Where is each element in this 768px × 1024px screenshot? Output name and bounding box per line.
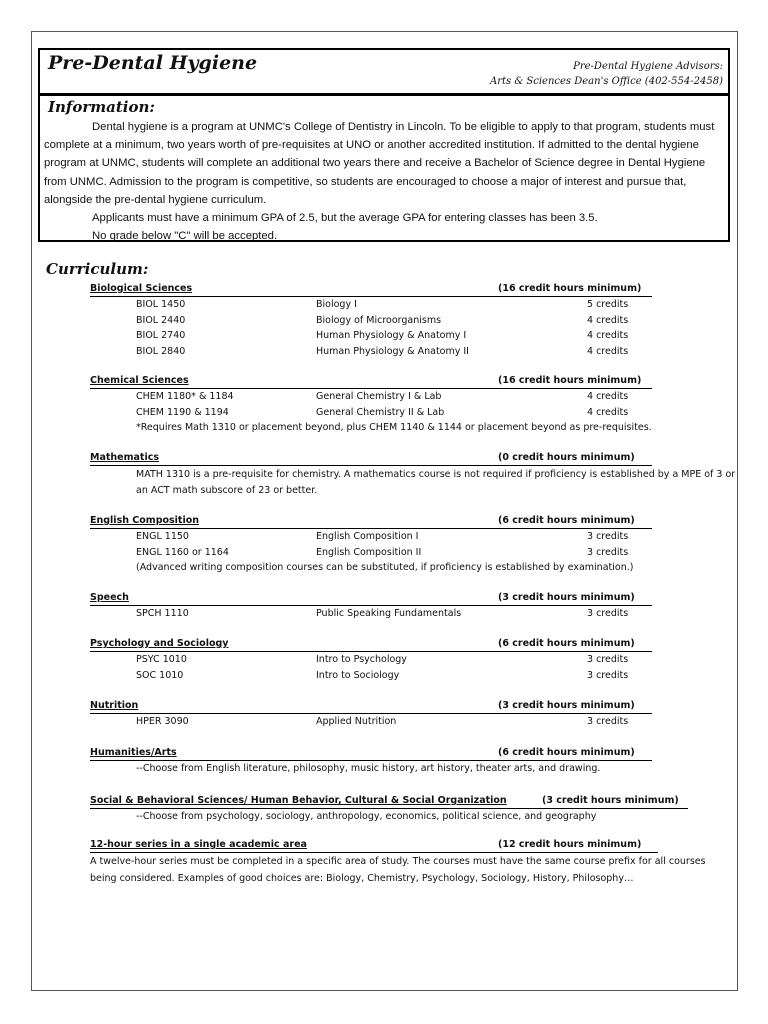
advisors-office: Arts & Sciences Dean's Office (402-554-2458) [489, 76, 723, 87]
course-name: Biology I [316, 299, 357, 310]
course-row [90, 344, 742, 360]
section-header [90, 283, 652, 297]
section-social-behavioral [90, 795, 742, 825]
section-note: (Advanced writing composition courses can be substituted, if proficiency is established by examination.) [136, 562, 634, 573]
course-code: BIOL 2440 [136, 314, 186, 326]
section-twelve-hour-series [90, 839, 742, 887]
course-credits: 3 credits [587, 546, 629, 558]
section-name: 12-hour series in a single academic area [90, 839, 307, 850]
information-text [44, 118, 724, 245]
course-code: CHEM 1180* & 1184 [136, 391, 234, 402]
section-english-composition [90, 515, 742, 576]
course-credits: 3 credits [587, 608, 629, 619]
section-header [90, 515, 652, 529]
course-row [90, 313, 742, 329]
course-credits: 3 credits [587, 669, 629, 681]
section-hours: (3 credit hours minimum) [542, 795, 679, 806]
section-psychology-sociology [90, 638, 742, 683]
course-name: English Composition II [316, 546, 422, 558]
section-hours: (3 credit hours minimum) [498, 592, 635, 603]
course-code: ENGL 1150 [136, 531, 189, 542]
section-name: Psychology and Sociology [90, 638, 229, 649]
course-row [90, 405, 742, 421]
course-credits: 4 credits [587, 314, 629, 326]
course-code: ENGL 1160 or 1164 [136, 546, 229, 558]
course-credits: 3 credits [587, 531, 629, 542]
section-name: Speech [90, 592, 129, 603]
section-hours: (6 credit hours minimum) [498, 515, 635, 526]
section-hours: (6 credit hours minimum) [498, 747, 635, 758]
course-row [90, 668, 742, 684]
section-header [90, 452, 652, 466]
information-box [38, 94, 730, 242]
course-name: Intro to Sociology [316, 669, 400, 681]
course-credits: 5 credits [587, 299, 629, 310]
course-code: SPCH 1110 [136, 608, 189, 619]
section-note: MATH 1310 is a pre-requisite for chemistry. A mathematics course is not required if proficiency is established by a MPE of 3 or an ACT math subscore of 23 or better. [136, 469, 736, 496]
section-chemical-sciences [90, 375, 742, 436]
course-name: General Chemistry II & Lab [316, 406, 445, 418]
information-paragraph-2: Applicants must have a minimum GPA of 2.5, but the average GPA for entering classes has been 3.5. [92, 212, 598, 225]
section-mathematics [90, 452, 742, 499]
course-row [90, 389, 742, 405]
section-name: Nutrition [90, 700, 139, 711]
section-name: Mathematics [90, 452, 160, 463]
information-paragraph-3: No grade below "C" will be accepted. [92, 230, 278, 243]
section-note: *Requires Math 1310 or placement beyond, plus CHEM 1140 & 1144 or placement beyond as pre-requisites. [136, 422, 652, 433]
section-hours: (0 credit hours minimum) [498, 452, 635, 463]
course-row [90, 606, 742, 622]
course-name: Human Physiology & Anatomy II [316, 345, 469, 357]
section-note: --Choose from psychology, sociology, anthropology, economics, political science, and geography [136, 811, 597, 822]
section-hours: (3 credit hours minimum) [498, 700, 635, 711]
section-header [90, 839, 658, 853]
course-credits: 4 credits [587, 330, 629, 341]
course-code: BIOL 2740 [136, 330, 186, 341]
course-name: Biology of Microorganisms [316, 314, 442, 326]
course-credits: 3 credits [587, 654, 629, 665]
course-name: Intro to Psychology [316, 654, 407, 665]
advisors-info [490, 59, 723, 89]
section-name: English Composition [90, 515, 200, 526]
course-name: Human Physiology & Anatomy I [316, 330, 467, 341]
section-name: Social & Behavioral Sciences/ Human Behavior, Cultural & Social Organization [90, 795, 507, 806]
course-row [90, 328, 742, 344]
course-row [90, 714, 742, 730]
section-humanities-arts [90, 747, 742, 777]
course-credits: 3 credits [587, 716, 629, 727]
course-row [90, 545, 742, 561]
section-biological-sciences [90, 283, 742, 359]
section-name: Biological Sciences [90, 283, 193, 294]
advisors-label: Pre-Dental Hygiene Advisors: [573, 61, 723, 72]
section-header [90, 638, 652, 652]
page-title: Pre-Dental Hygiene [48, 52, 258, 74]
section-name: Humanities/Arts [90, 747, 177, 758]
section-hours: (16 credit hours minimum) [498, 283, 642, 294]
section-header [90, 795, 688, 809]
information-paragraph-1: Dental hygiene is a program at UNMC's College of Dentistry in Lincoln. To be eligible to apply to that program, students must complete at a minimum, two years worth of pre-requisites at UNO or another accredited institution. If admitted to the dental hygiene program at UNMC, students will complete an additional two years there and receive a Bachelor of Science degree in Dental Hygiene from UNMC. Admission to the program is competitive, so students are encouraged to choose a major of interest and pursue that, alongside the pre-dental hygiene curriculum. [44, 121, 715, 206]
course-name: General Chemistry I & Lab [316, 391, 442, 402]
section-hours: (12 credit hours minimum) [498, 839, 642, 850]
course-code: HPER 3090 [136, 716, 189, 727]
section-name: Chemical Sciences [90, 375, 189, 386]
section-speech [90, 592, 742, 622]
course-credits: 4 credits [587, 345, 629, 357]
section-note: --Choose from English literature, philosophy, music history, art history, theater arts, and drawing. [136, 763, 601, 774]
section-nutrition [90, 700, 742, 730]
curriculum-heading: Curriculum: [46, 260, 149, 278]
section-hours: (6 credit hours minimum) [498, 638, 635, 649]
course-credits: 4 credits [587, 406, 629, 418]
course-code: BIOL 2840 [136, 345, 186, 357]
information-heading: Information: [48, 98, 155, 116]
course-code: PSYC 1010 [136, 654, 187, 665]
course-code: SOC 1010 [136, 669, 184, 681]
section-header [90, 747, 652, 761]
course-name: English Composition I [316, 531, 419, 542]
header-box [38, 48, 730, 95]
course-name: Public Speaking Fundamentals [316, 608, 462, 619]
course-row [90, 652, 742, 668]
course-row [90, 297, 742, 313]
section-header [90, 592, 652, 606]
section-hours: (16 credit hours minimum) [498, 375, 642, 386]
section-header [90, 375, 652, 389]
course-code: BIOL 1450 [136, 299, 186, 310]
course-code: CHEM 1190 & 1194 [136, 406, 229, 418]
course-name: Applied Nutrition [316, 716, 397, 727]
course-row [90, 529, 742, 545]
section-header [90, 700, 652, 714]
course-credits: 4 credits [587, 391, 629, 402]
section-note: A twelve-hour series must be completed in a specific area of study. The courses must have the same course prefix for all courses being considered. Examples of good choices are: Biology, Chemistry, Psychology, Sociology, History, Philosophy… [90, 856, 706, 884]
